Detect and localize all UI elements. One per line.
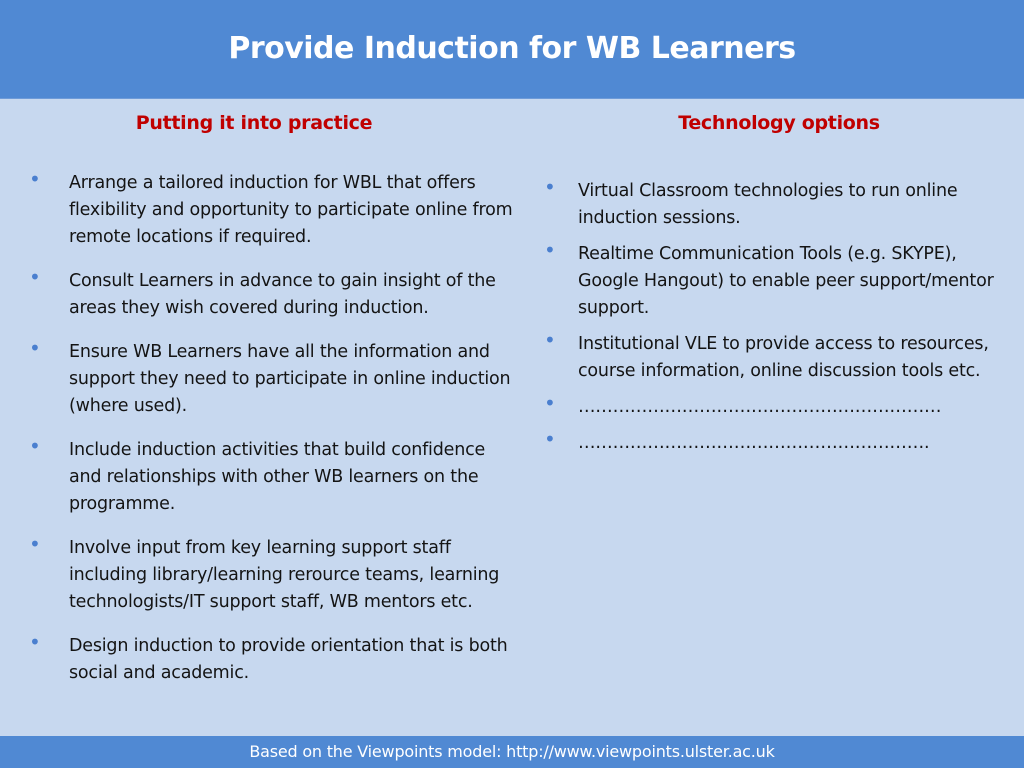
- bullet-dot-icon: •: [29, 265, 41, 289]
- list-item-text: Include induction activities that build confidence and relationships with other WB learners on the programme.: [69, 440, 486, 514]
- bullet-dot-icon: •: [544, 175, 556, 199]
- list-item-text: …………………………………………………….: [578, 433, 930, 453]
- bullet-dot-icon: •: [29, 167, 41, 191]
- bullet-dot-icon: •: [544, 238, 556, 262]
- list-item: [20, 434, 520, 518]
- list-item-text: ………………………………………………………: [578, 397, 942, 417]
- list-item-text: Virtual Classroom technologies to run online induction sessions.: [578, 181, 958, 228]
- list-item: [530, 391, 1010, 421]
- left-column: [20, 108, 520, 704]
- list-item-text: Involve input from key learning support staff including library/learning rerource teams, learning technologists/IT support staff, WB mentors etc.: [69, 538, 500, 612]
- slide-header: [0, 0, 1024, 99]
- bullet-dot-icon: •: [544, 328, 556, 352]
- right-column-heading: Technology options: [678, 112, 880, 134]
- list-item: [530, 427, 1010, 457]
- list-item-text: Arrange a tailored induction for WBL that offers flexibility and opportunity to participate online from remote locations if required.: [69, 173, 513, 247]
- bullet-dot-icon: •: [29, 336, 41, 360]
- bullet-dot-icon: •: [544, 427, 556, 451]
- bullet-dot-icon: •: [544, 391, 556, 415]
- list-item: [20, 532, 520, 616]
- list-item-text: Institutional VLE to provide access to resources, course information, online discussion tools etc.: [578, 334, 989, 381]
- list-item-text: Design induction to provide orientation that is both social and academic.: [69, 636, 508, 683]
- right-column: [530, 108, 1010, 466]
- slide-title: Provide Induction for WB Learners: [228, 30, 796, 66]
- list-item: [20, 167, 520, 251]
- list-item: [20, 630, 520, 687]
- bullet-dot-icon: •: [29, 434, 41, 458]
- list-item: [530, 238, 1010, 322]
- bullet-dot-icon: •: [29, 532, 41, 556]
- left-column-heading: Putting it into practice: [135, 112, 373, 134]
- list-item-text: Consult Learners in advance to gain insight of the areas they wish covered during induction.: [69, 271, 496, 318]
- left-bullet-list: [20, 167, 520, 687]
- list-item: [530, 328, 1010, 385]
- right-bullet-list: [530, 175, 1010, 457]
- bullet-dot-icon: •: [29, 630, 41, 654]
- list-item: [20, 265, 520, 322]
- list-item: [530, 175, 1010, 232]
- list-item-text: Realtime Communication Tools (e.g. SKYPE), Google Hangout) to enable peer support/mentor support.: [578, 244, 994, 318]
- list-item: [20, 336, 520, 420]
- slide-footer: Based on the Viewpoints model: http://www.viewpoints.ulster.ac.uk: [0, 736, 1024, 768]
- list-item-text: Ensure WB Learners have all the information and support they need to participate in online induction (where used).: [69, 342, 511, 416]
